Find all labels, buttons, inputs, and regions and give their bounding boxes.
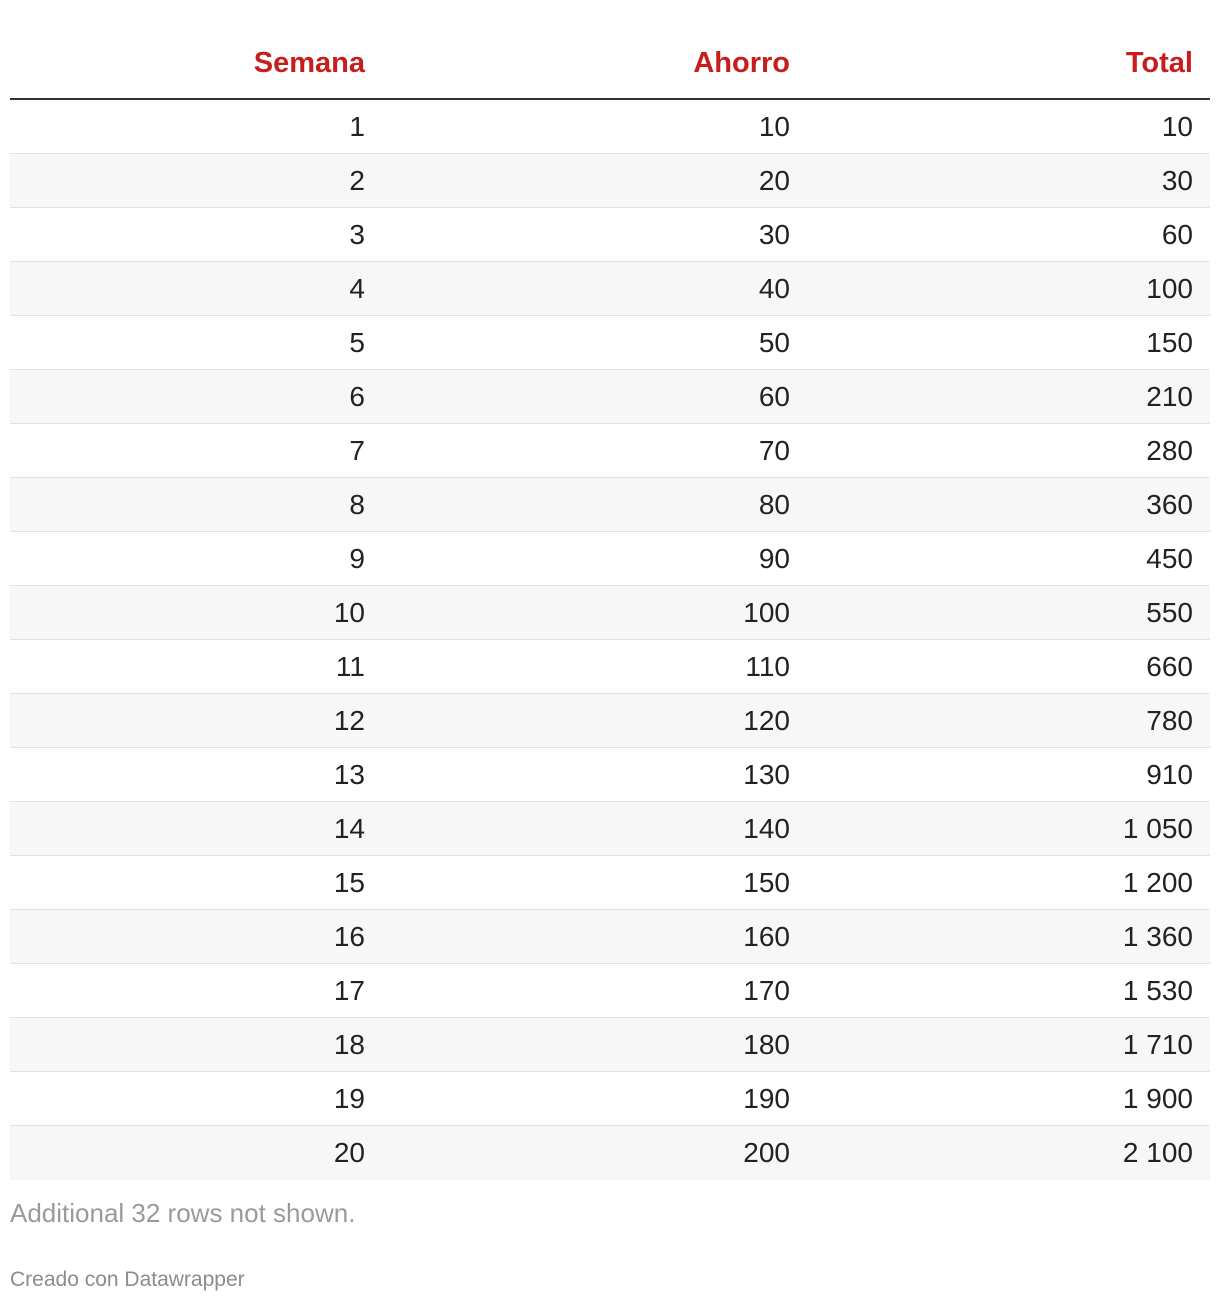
table-cell-total: 210 [1146,381,1193,412]
table-cell-total: 2 100 [1122,1137,1193,1168]
table-cell-semana: 18 [333,1029,365,1060]
table-cell-ahorro: 160 [743,921,790,952]
table-cell-ahorro: 200 [743,1137,790,1168]
datawrapper-credit[interactable]: Creado con Datawrapper [10,1268,245,1291]
table-row [10,100,1210,154]
table-cell-semana: 10 [333,597,365,628]
table-cell-semana: 8 [349,489,365,520]
table-cell-semana: 13 [333,759,365,790]
table-cell-semana: 7 [349,435,365,466]
table-cell-ahorro: 130 [743,759,790,790]
table-cell-semana: 17 [333,975,365,1006]
table-row [10,694,1210,748]
table-cell-ahorro: 150 [743,867,790,898]
table-header [10,0,1210,100]
table-row [10,1018,1210,1072]
table-cell-ahorro: 10 [758,111,790,142]
table-row [10,910,1210,964]
table-row [10,802,1210,856]
table-cell-ahorro: 170 [743,975,790,1006]
table-cell-total: 1 530 [1122,975,1193,1006]
table-row [10,208,1210,262]
table-cell-total: 100 [1146,273,1193,304]
table-cell-semana: 14 [333,813,365,844]
column-header-total[interactable]: Total [1125,47,1193,79]
table-cell-total: 30 [1161,165,1193,196]
table-cell-ahorro: 50 [758,327,790,358]
column-header-ahorro[interactable]: Ahorro [693,47,790,79]
table-cell-semana: 5 [349,327,365,358]
table-cell-total: 1 200 [1122,867,1193,898]
table-row [10,370,1210,424]
table-cell-semana: 20 [333,1137,365,1168]
table-row [10,424,1210,478]
table-cell-total: 1 710 [1122,1029,1193,1060]
table-row [10,262,1210,316]
column-header-semana[interactable]: Semana [253,47,365,79]
table-row [10,532,1210,586]
table-cell-total: 780 [1146,705,1193,736]
rows-not-shown-note: Additional 32 rows not shown. [10,1198,356,1228]
table-cell-semana: 12 [333,705,365,736]
table-cell-total: 450 [1146,543,1193,574]
table-cell-total: 280 [1146,435,1193,466]
table-cell-total: 150 [1146,327,1193,358]
table-cell-total: 60 [1161,219,1193,250]
table-cell-semana: 15 [333,867,365,898]
table-cell-total: 910 [1146,759,1193,790]
table-cell-ahorro: 110 [745,651,790,682]
table-row [10,856,1210,910]
table-row [10,748,1210,802]
table-cell-total: 1 050 [1122,813,1193,844]
table-cell-semana: 4 [349,273,365,304]
table-cell-ahorro: 180 [743,1029,790,1060]
table-cell-semana: 3 [349,219,365,250]
table-cell-ahorro: 100 [743,597,790,628]
table-cell-ahorro: 80 [758,489,790,520]
table-row [10,478,1210,532]
table-cell-ahorro: 90 [758,543,790,574]
table-cell-semana: 11 [335,651,365,682]
table-row [10,964,1210,1018]
table-cell-total: 1 900 [1122,1083,1193,1114]
table-cell-ahorro: 120 [743,705,790,736]
table-cell-semana: 16 [333,921,365,952]
table-row [10,1072,1210,1126]
table-cell-total: 1 360 [1122,921,1193,952]
table-row [10,154,1210,208]
table-cell-ahorro: 40 [758,273,790,304]
table-cell-semana: 9 [349,543,365,574]
table-cell-total: 550 [1146,597,1193,628]
table-cell-ahorro: 140 [743,813,790,844]
table-cell-ahorro: 190 [743,1083,790,1114]
table-cell-ahorro: 70 [758,435,790,466]
table-row [10,1126,1210,1180]
table-cell-ahorro: 20 [758,165,790,196]
table-cell-total: 10 [1161,111,1193,142]
table-cell-ahorro: 30 [758,219,790,250]
table-cell-semana: 1 [349,111,365,142]
table-row [10,586,1210,640]
table-cell-total: 660 [1146,651,1193,682]
data-table [10,0,1210,1180]
table-cell-semana: 19 [333,1083,365,1114]
table-row [10,316,1210,370]
table-cell-semana: 6 [349,381,365,412]
table-body [10,100,1210,1180]
table-cell-ahorro: 60 [758,381,790,412]
table-cell-total: 360 [1146,489,1193,520]
table-row [10,640,1210,694]
table-cell-semana: 2 [349,165,365,196]
